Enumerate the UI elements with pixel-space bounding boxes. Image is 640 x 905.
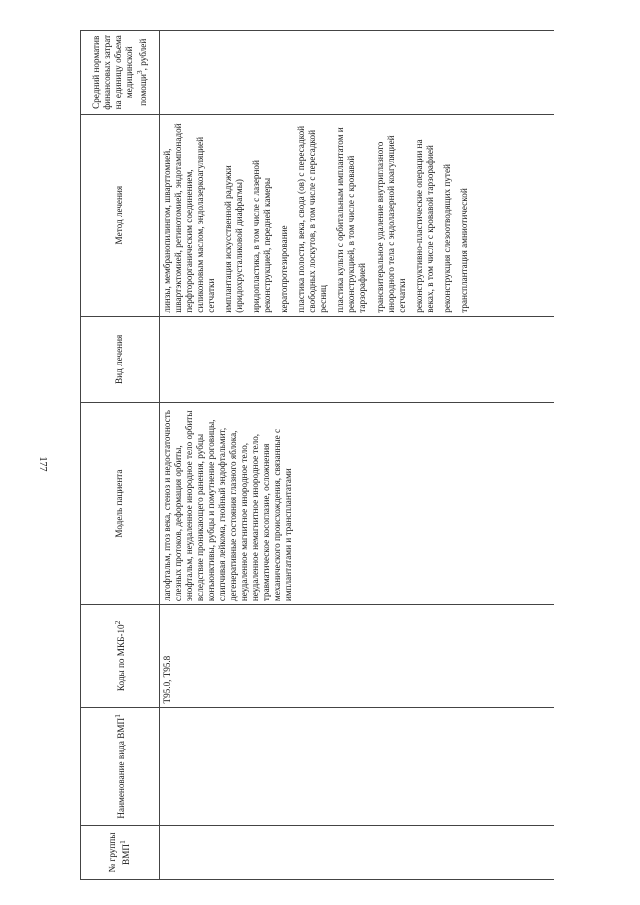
- header-num: № группы ВМП$^1$: [81, 826, 160, 880]
- method-item: линзы, мембранопилингом, шварттомией, швартэктомией, ретинотомией, эндотампонадой перфторорганическим соединением, силиконовым маслом, эндолазеркоагуляцией сетчатки: [162, 123, 217, 313]
- method-item: реконструкция слезоотводящих путей: [441, 164, 452, 313]
- method-item: имплантация искусственной радужки (иридохрусталиковой диафрагмы): [223, 165, 245, 313]
- rotated-table-wrapper: [80, 30, 560, 880]
- method-item: пластика полости, века, свода (ов) с пересадкой свободных лоскутов, в том числе с пересадкой ресниц: [296, 125, 329, 313]
- method-item: реконструктивно-пластические операции на веках, в том числе с кровавой тарзорафией: [413, 139, 435, 313]
- header-codes: Коды по МКБ-$10^2$: [81, 605, 160, 707]
- method-item: иридопластика, в том числе с лазерной реконструкцией, передней камеры: [251, 160, 273, 313]
- header-kind: Вид лечения: [81, 316, 160, 402]
- cell-codes: T95.0, T95.8: [160, 605, 555, 707]
- cell-kind: [160, 316, 555, 402]
- method-item: пластика культи с орбитальным имплантатом и реконструкцией, в том числе с кровавой тарзорафией: [335, 127, 368, 313]
- page-number: 177: [37, 456, 48, 472]
- cell-num: [160, 826, 555, 880]
- header-name: Наименование вида ВМП$^1$: [81, 707, 160, 826]
- table-row: [160, 31, 555, 880]
- method-item: трансвитеральное удаление внутриглазного инородного тела с эндолазерной коагуляцией сетчатки: [374, 135, 407, 313]
- cell-model: лагофтальм, птоз века, стеноз и недостаточность слезных протоков, деформация орбиты, энофтальм, неудаленное инородное тело орбиты вследствие проникающего ранения, рубцы конъюнктивы, рубцы и помутнение роговицы, слипчивая лейкома, гнойный эндофтальмит, дегенеративные состояния глазного яблока, неудаленное магнитное инородное тело, неудаленное немагнитное инородное тело, травматическое косоглазие, осложнения механического происхождения, связанные с имплантатами и трансплантатами: [160, 402, 555, 604]
- header-row: [81, 31, 160, 880]
- header-model: Модель пациента: [81, 402, 160, 604]
- method-item: кератопротезирование: [279, 225, 290, 313]
- table-container: [80, 30, 560, 880]
- header-cost: Средний норматив финансовых затрат на единицу объема медицинской помощи$^3$, рублей: [81, 31, 160, 115]
- vmp-table: [80, 30, 554, 880]
- header-method: Метод лечения: [81, 114, 160, 316]
- cell-cost: [160, 31, 555, 115]
- cell-method: [160, 114, 555, 316]
- method-item: трансплантация амниотической: [458, 188, 469, 313]
- cell-name: [160, 707, 555, 826]
